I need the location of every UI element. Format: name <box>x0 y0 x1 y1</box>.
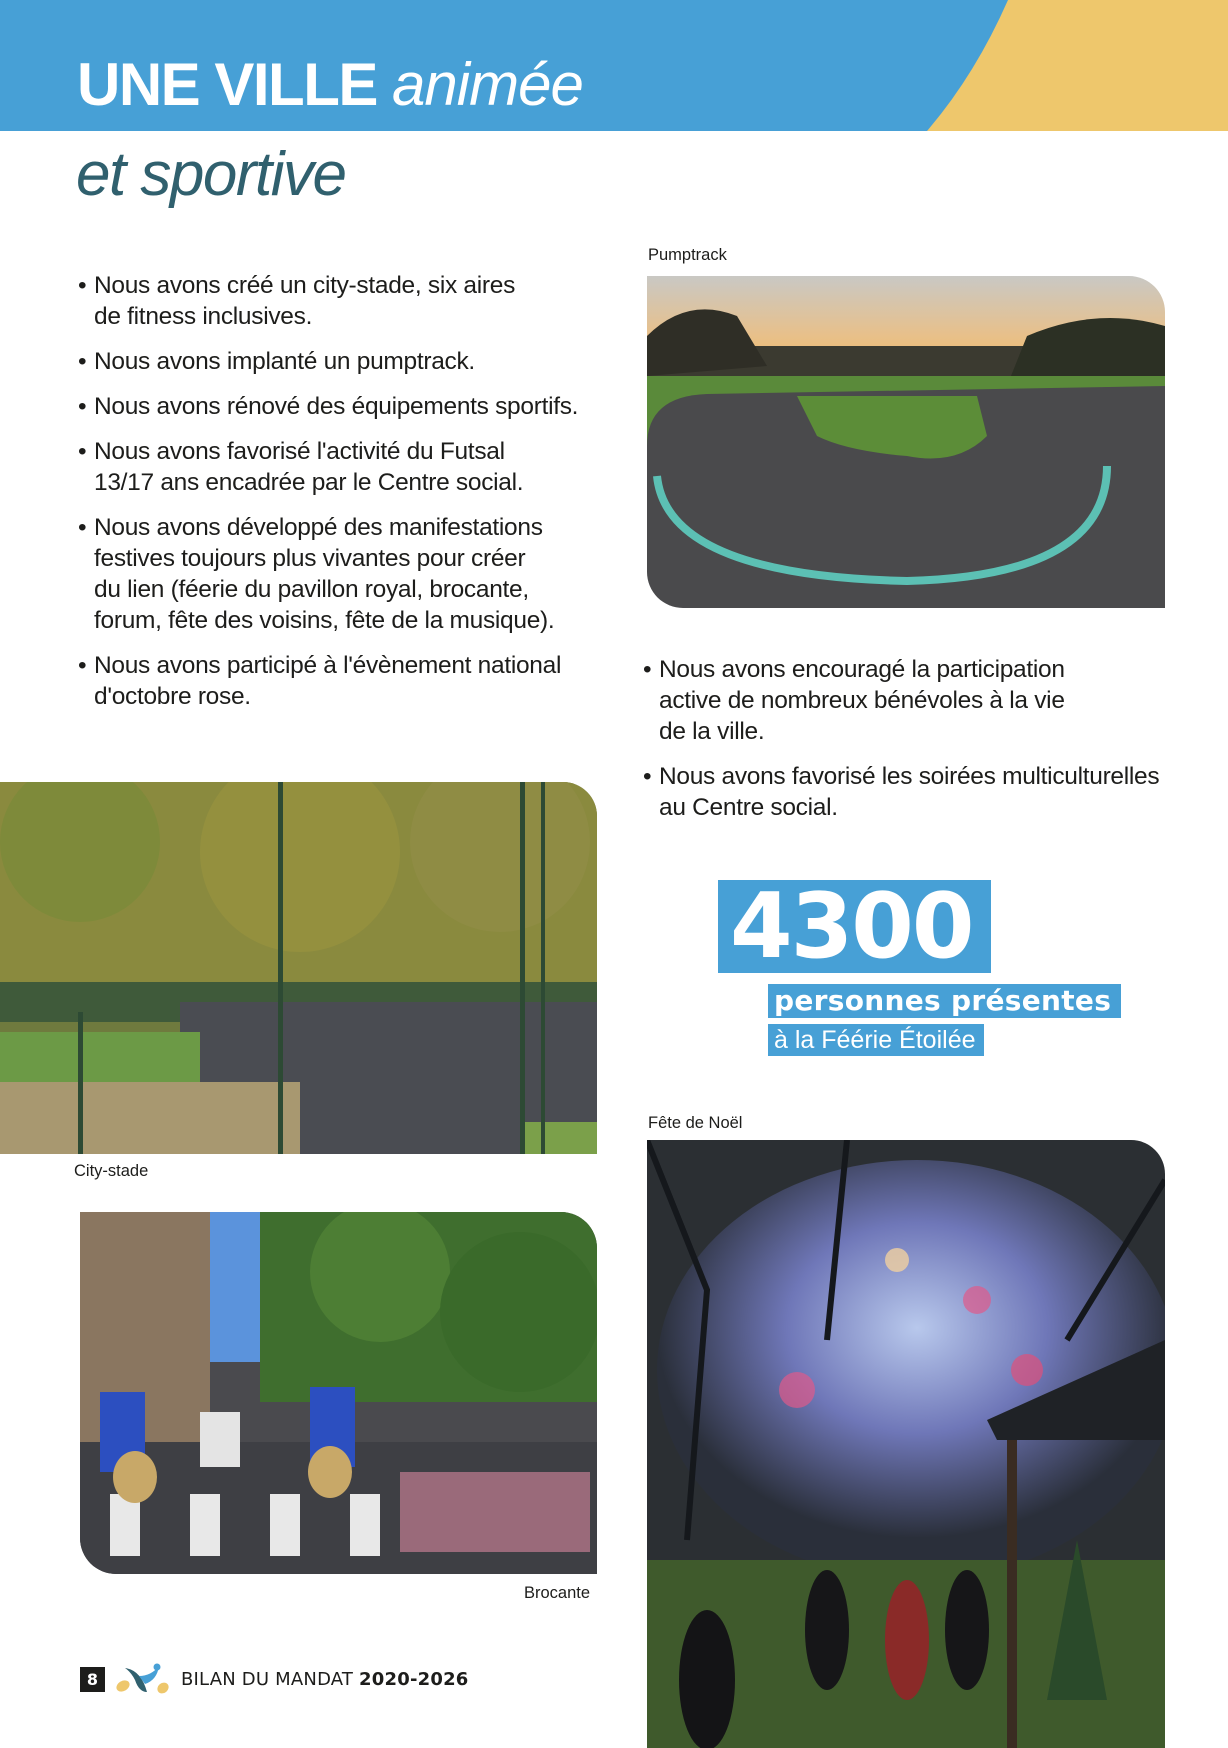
list-item: • Nous avons favorisé les soirées multiculturelles au Centre social. <box>643 763 1160 821</box>
photo-caption-pumptrack: Pumptrack <box>648 246 727 264</box>
list-item: • Nous avons créé un city-stade, six aires de fitness inclusives. <box>78 272 516 330</box>
stat-label-line2: à la Féérie Étoilée <box>768 1024 984 1056</box>
photo-city-stade <box>0 782 597 1154</box>
list-item: • Nous avons rénové des équipements sportifs. <box>78 393 579 420</box>
bullet-icon: • <box>78 652 87 679</box>
title-italic: animée <box>392 51 583 118</box>
page-title <box>77 52 583 118</box>
photo-caption-brocante: Brocante <box>524 1584 591 1602</box>
achievements-list-left <box>78 270 638 726</box>
footer-title: BILAN DU MANDAT 2020-2026 <box>181 1668 469 1690</box>
bullet-icon: • <box>78 348 87 375</box>
list-item: • Nous avons développé des manifestations festives toujours plus vivantes pour créer du lien (féerie du pavillon royal, brocante, forum, fête des voisins, fête de la musique). <box>78 514 555 634</box>
stat-number: 4300 <box>718 880 991 973</box>
list-item: • Nous avons encouragé la participation active de nombreux bénévoles à la vie de la ville. <box>643 656 1065 745</box>
photo-caption-fete-noel: Fête de Noël <box>648 1114 743 1132</box>
page-number: 8 <box>80 1667 105 1692</box>
bullet-icon: • <box>78 514 87 541</box>
page-footer <box>80 1662 469 1696</box>
photo-fete-de-noel <box>647 1140 1165 1748</box>
city-logo-icon <box>113 1662 173 1696</box>
bullet-icon: • <box>78 438 87 465</box>
stat-label-line1: personnes présentes <box>768 984 1121 1018</box>
title-bold: UNE VILLE <box>77 51 377 118</box>
achievements-list-right <box>643 654 1203 837</box>
bullet-icon: • <box>643 763 652 790</box>
bullet-icon: • <box>78 393 87 420</box>
bullet-icon: • <box>78 272 87 299</box>
photo-brocante <box>80 1212 597 1574</box>
list-item: • Nous avons implanté un pumptrack. <box>78 348 475 375</box>
footer-years: 2020-2026 <box>359 1668 469 1690</box>
list-item: • Nous avons participé à l'évènement national d'octobre rose. <box>78 652 562 710</box>
list-item: • Nous avons favorisé l'activité du Futsal 13/17 ans encadrée par le Centre social. <box>78 438 524 496</box>
photo-pumptrack <box>647 276 1165 608</box>
page-subtitle: et sportive <box>76 140 346 209</box>
bullet-icon: • <box>643 656 652 683</box>
photo-caption-city-stade: City-stade <box>74 1162 149 1180</box>
header-banner <box>0 0 1228 131</box>
